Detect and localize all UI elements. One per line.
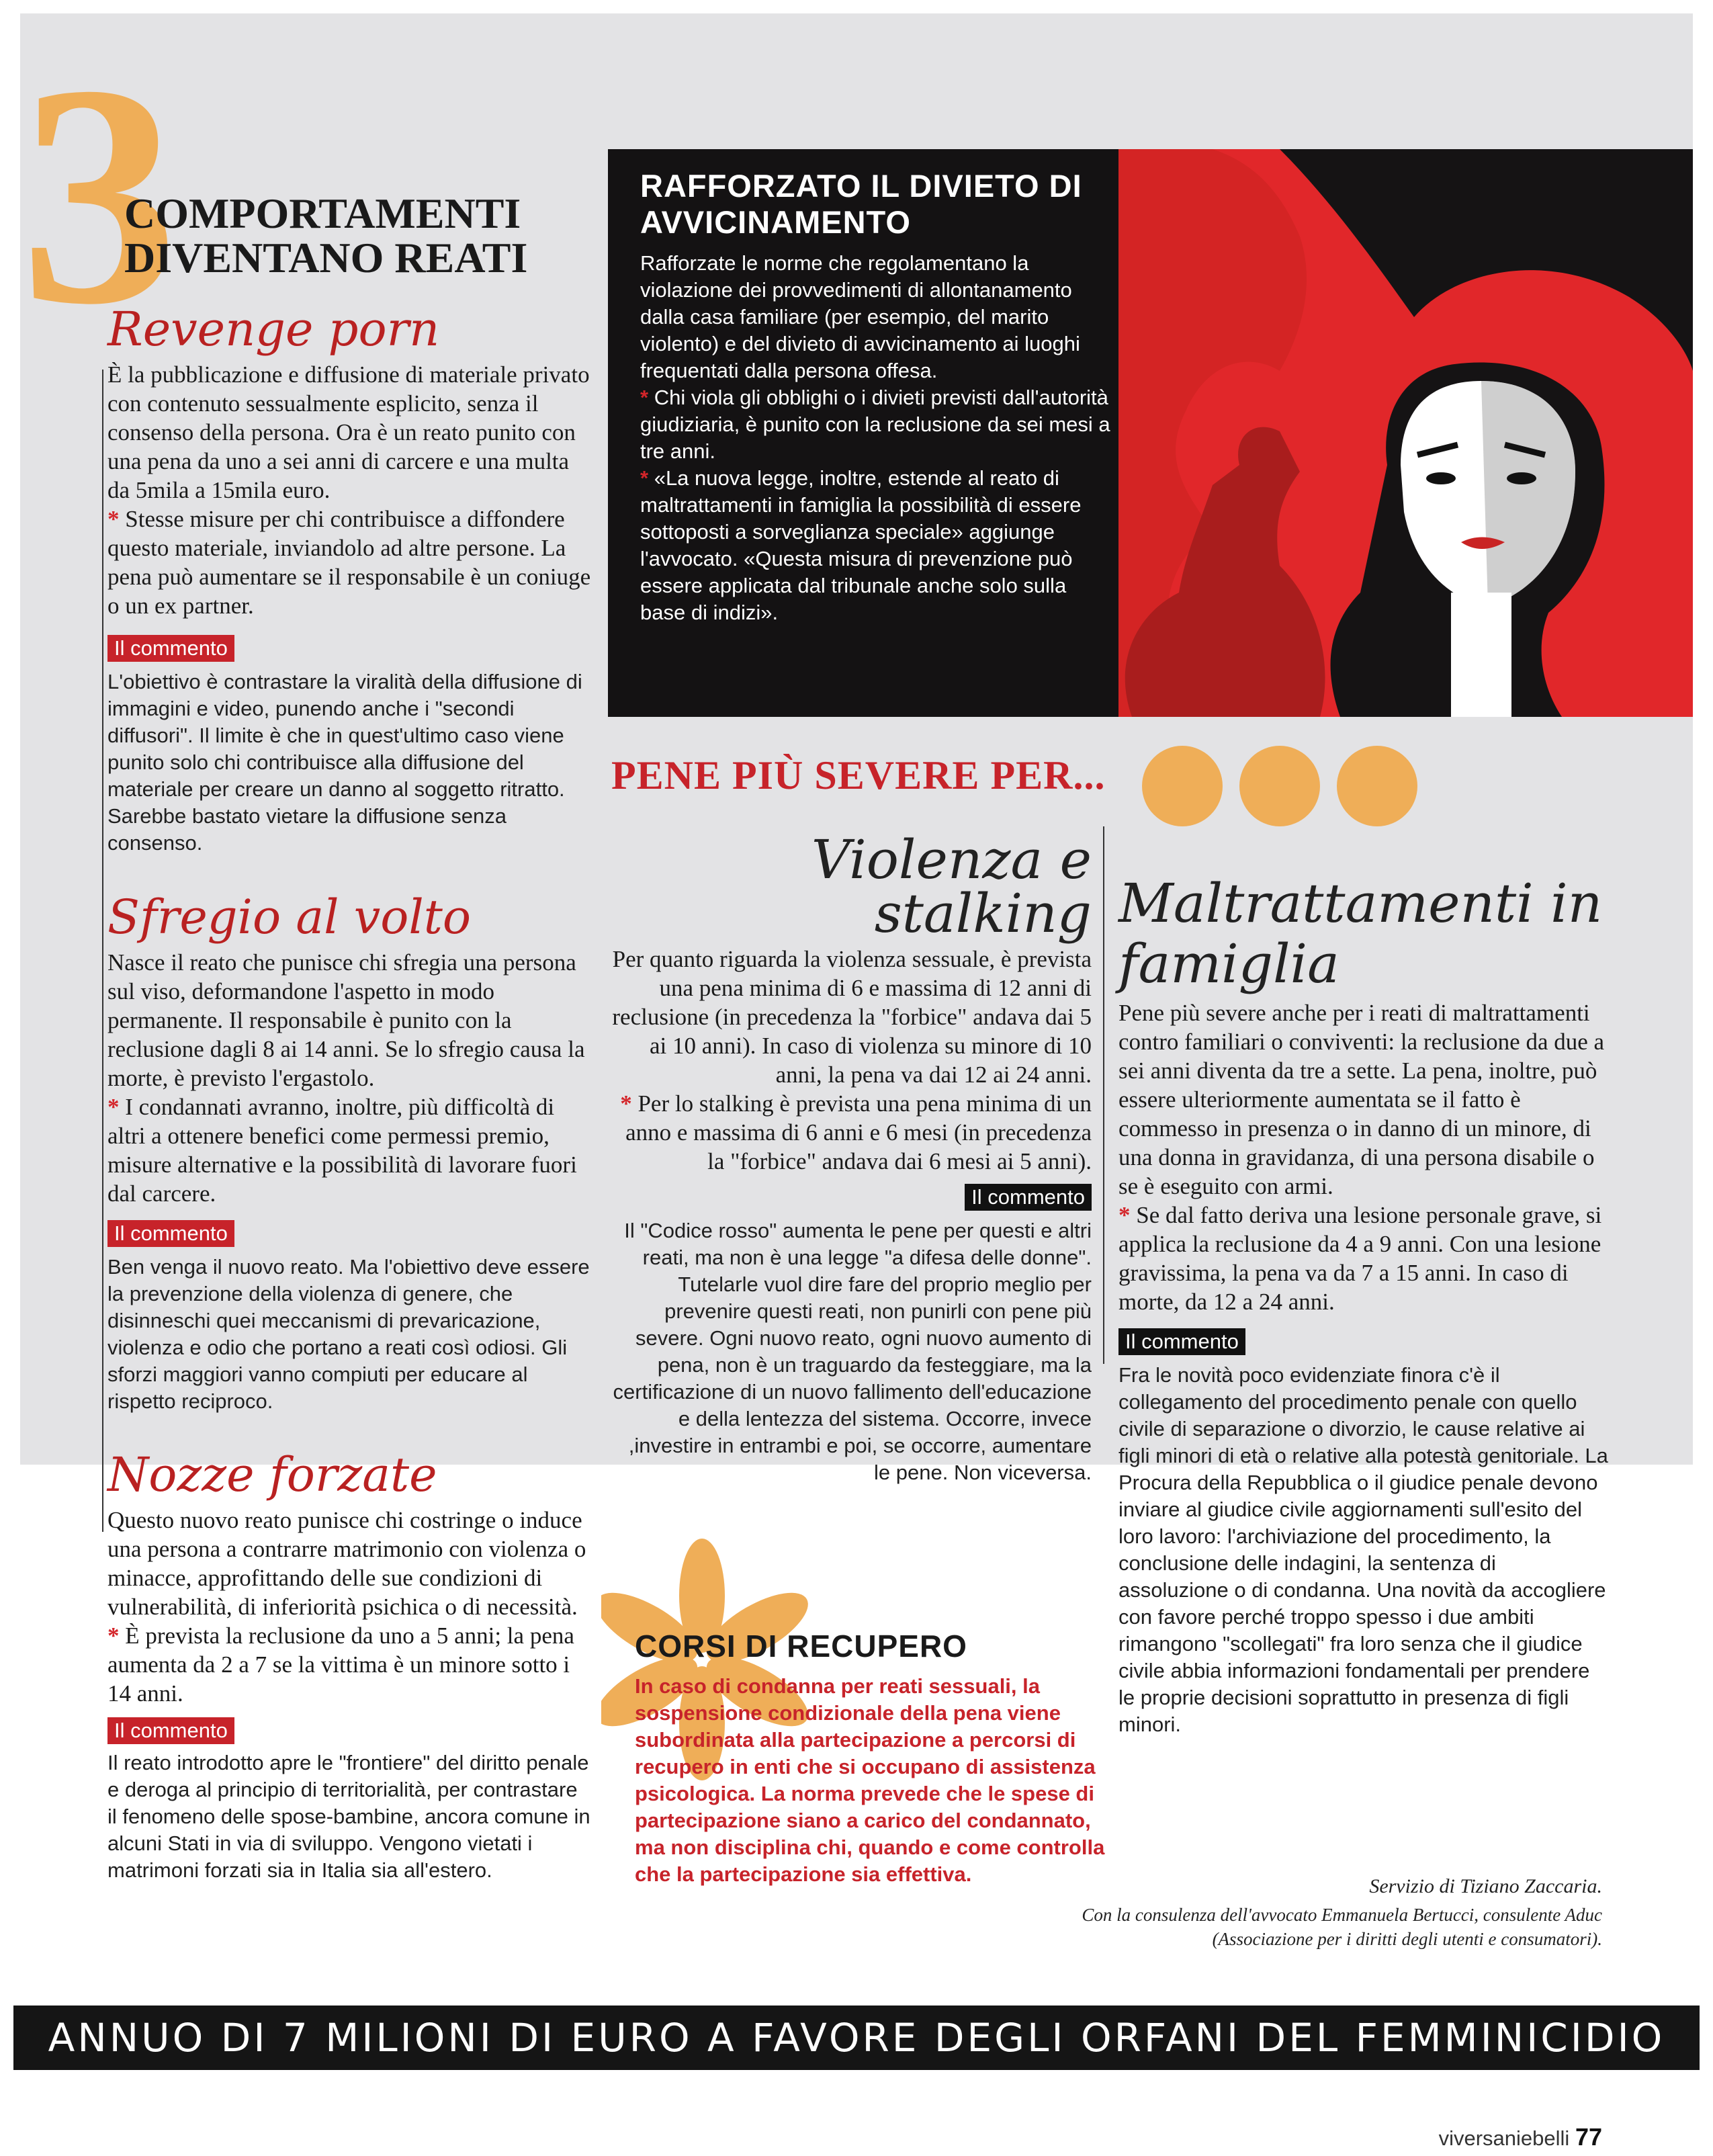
section-maltrattamenti xyxy=(1118,873,1609,1738)
section-text: Per quanto riguarda la violenza sessuale, è prevista una pena minima di 6 e massima di 12 anni di reclusione (in precedenza la "forbice" andava dai 5 ai 10 anni). In caso di violenza su minore di 10 anni, la pena va dai 12 ai 24 anni. * Per lo stalking è prevista una pena minima di un anno e massima di 6 anni e 6 mesi (in precedenza la "forbice" andava dai 6 mesi ai 5 anni). xyxy=(612,946,1092,1174)
section-text: È la pubblicazione e diffusione di materiale privato con contenuto sessualmente esplicito, senza il consenso della persona. Ora è un reato punito con una pena da uno a sei anni di carcere e una multa da 5mila a 15mila euro. * Stesse misure per chi contribuisce a diffondere questo materiale, inviandolo ad altre persone. La pena può aumentare se il responsabile è un coniuge o un ex partner. xyxy=(107,361,591,619)
section-nozze-forzate xyxy=(107,1448,591,1884)
pene-title: PENE PIÙ SEVERE PER... xyxy=(611,753,1106,797)
comment-text: Fra le novità poco evidenziate finora c'è il collegamento del procedimento penale con quello civile di separazione o divorzio, le cause relative ai figli minori di età o relative alla potestà genitoriale. La Procura della Repubblica o il giudice penale devono inviare al giudice civile aggiornamenti sull'esito del loro lavoro: l'archiviazione del procedimento, la conclusione delle indagini, la sentenza di assoluzione o di condanna. Una novità da accogliere con favore perché troppo spesso i due ambiti rimangono "scollegati" fra loro senza che il giudice civile abbia informazioni fondamentali per prendere le proprie decisioni soprattutto in presenza di figli minori. xyxy=(1118,1363,1608,1736)
page-title: COMPORTAMENTI DIVENTANO REATI xyxy=(124,189,528,282)
comment-text: Ben venga il nuovo reato. Ma l'obiettivo deve essere la prevenzione della violenza di genere, che disinneschi quei meccanismi di prevaricazione, violenza e odio che portano a reati così odiosi. Gli sforzi maggiori vanno compiuti per educare al rispetto reciproco. xyxy=(107,1255,590,1413)
section-violenza xyxy=(611,828,1092,1486)
asterisk-icon: * xyxy=(107,1094,120,1120)
section-heading: Sfregio al volto xyxy=(107,890,472,945)
section-sfregio xyxy=(107,890,591,1415)
comment-label: Il commento xyxy=(107,1220,234,1247)
left-column-rule xyxy=(102,370,103,1532)
section-heading: Maltrattamenti in famiglia xyxy=(1118,872,1603,995)
asterisk-icon: * xyxy=(1118,1202,1131,1228)
credits-consultant: Con la consulenza dell'avvocato Emmanuela Bertucci, consulente Aduc (Associazione per i diritti degli utenti e consumatori). xyxy=(1082,1905,1602,1949)
middle-column-rule xyxy=(1103,826,1104,1364)
footer-site: viversaniebelli xyxy=(1438,2126,1570,2150)
asterisk-icon: * xyxy=(640,466,649,490)
decorative-dots xyxy=(1135,742,1431,836)
comment-text: L'obiettivo è contrastare la viralità della diffusione di immagini e video, punendo anche i "secondi diffusori". Il limite è che in quest'ultimo caso viene punito solo chi contribuisce alla diffusione del materiale per creare un danno al soggetto ritratto. Sarebbe bastato vietare la diffusione senza consenso. xyxy=(107,670,582,855)
asterisk-icon: * xyxy=(107,506,120,532)
comment-text: Il "Codice rosso" aumenta le pene per questi e altri reati, ma non è una legge "a difesa delle donne". Tutelarle vuol dire fare del proprio meglio per prevenire questi reati, non punirli con pene più severe. Ogni nuovo reato, ogni nuovo aumento di pena, non è un traguardo da festeggiare, ma la certificazione di un nuovo fallimento dell'educazione e della lentezza del sistema. Occorre, invece ,investire in entrambi e poi, se occorre, aumentare le pene. Non viceversa. xyxy=(613,1219,1092,1484)
divieto-text xyxy=(640,168,1110,626)
box-paragraph: «La nuova legge, inoltre, estende al reato di maltrattamenti in famiglia la possibilità di essere sottoposti a sorveglianza speciale» aggiunge l'avvocato. «Questa misura di prevenzione può essere applicata dal tribunale anche solo sulla base di indizi». xyxy=(640,466,1082,624)
title-number: 3 xyxy=(20,19,178,370)
section-text: Questo nuovo reato punisce chi costringe o induce una persona a contrarre matrimonio con violenza o minacce, approfittando delle sue condizioni di vulnerabilità, di inferiorità psichica o di necessità. * È prevista la reclusione da uno a 5 anni; la pena aumenta da 2 a 7 se la vittima è un minore sotto i 14 anni. xyxy=(107,1507,586,1707)
section-heading: Nozze forzate xyxy=(107,1447,437,1502)
page-number: 77 xyxy=(1575,2123,1602,2151)
asterisk-icon: * xyxy=(620,1090,632,1117)
section-revenge-porn xyxy=(107,302,591,857)
corsi-title: CORSI DI RECUPERO xyxy=(635,1629,967,1664)
comment-label: Il commento xyxy=(965,1184,1092,1211)
asterisk-icon: * xyxy=(640,386,649,409)
box-paragraph: Chi viola gli obblighi o i divieti previsti dall'autorità giudiziaria, è punito con la reclusione da sei mesi a tre anni. xyxy=(640,386,1110,463)
credits xyxy=(998,1874,1602,1951)
section-text: Nasce il reato che punisce chi sfregia una persona sul viso, deformandone l'aspetto in modo permanente. Il responsabile è punito con la reclusione dagli 8 ai 14 anni. Se lo sfregio causa la morte, è previsto l'ergastolo. * I condannati avranno, inoltre, più difficoltà di altri a ottenere benefici come permessi premio, misure alternative e la possibilità di lavorare fuori dal carcere. xyxy=(107,949,585,1207)
comment-text: Il reato introdotto apre le "frontiere" del diritto penale e deroga al principio di territorialità, per contrastare il fenomeno delle spose-bambine, ancora comune in alcuni Stati in via di sviluppo. Vengono vietati i matrimoni forzati sia in Italia sia all'estero. xyxy=(107,1751,590,1882)
divieto-box xyxy=(608,149,1693,717)
page-footer xyxy=(1439,2123,1602,2151)
section-heading: Violenza e stalking xyxy=(811,828,1092,945)
corsi-box xyxy=(635,1626,1118,1888)
box-title: RAFFORZATO IL DIVIETO DI AVVICINAMENTO xyxy=(640,168,1082,240)
asterisk-icon: * xyxy=(107,1623,120,1649)
comment-label: Il commento xyxy=(107,1717,234,1744)
box-paragraph: Rafforzate le norme che regolamentano la violazione dei provvedimenti di allontanamento dalla casa familiare (per esempio, del marito violento) e del divieto di avvicinamento ai luoghi frequentati dalla persona offesa. xyxy=(640,251,1080,382)
comment-label: Il commento xyxy=(1118,1328,1245,1355)
credits-author: Servizio di Tiziano Zaccaria. xyxy=(1369,1875,1602,1897)
corsi-text: In caso di condanna per reati sessuali, la sospensione condizionale della pena viene subordinata alla partecipazione a percorsi di recupero in enti che si occupano di assistenza psicologica. La norma prevede che le spese di partecipazione siano a carico del condannato, ma non disciplina chi, quando e come controlla che la partecipazione sia effettiva. xyxy=(635,1674,1105,1886)
comment-label: Il commento xyxy=(107,635,234,662)
section-text: Pene più severe anche per i reati di maltrattamenti contro familiari o conviventi: la reclusione da due a sei anni diventa da tre a sette. La pena, inoltre, può essere ulteriormente aumentata se il fatto è commesso in presenza o in danno di un minore, di una donna in gravidanza, di una persona disabile o se è eseguito con armi. * Se dal fatto deriva una lesione personale grave, si applica la reclusione da 4 a 9 anni. Con una lesione gravissima, la pena va da 7 a 15 anni. In caso di morte, da 12 a 24 anni. xyxy=(1118,1000,1605,1315)
section-heading: Revenge porn xyxy=(107,302,440,357)
bottom-banner: ANNUO DI 7 MILIONI DI EURO A FAVORE DEGLI ORFANI DEL FEMMINICIDIO xyxy=(13,2006,1700,2070)
